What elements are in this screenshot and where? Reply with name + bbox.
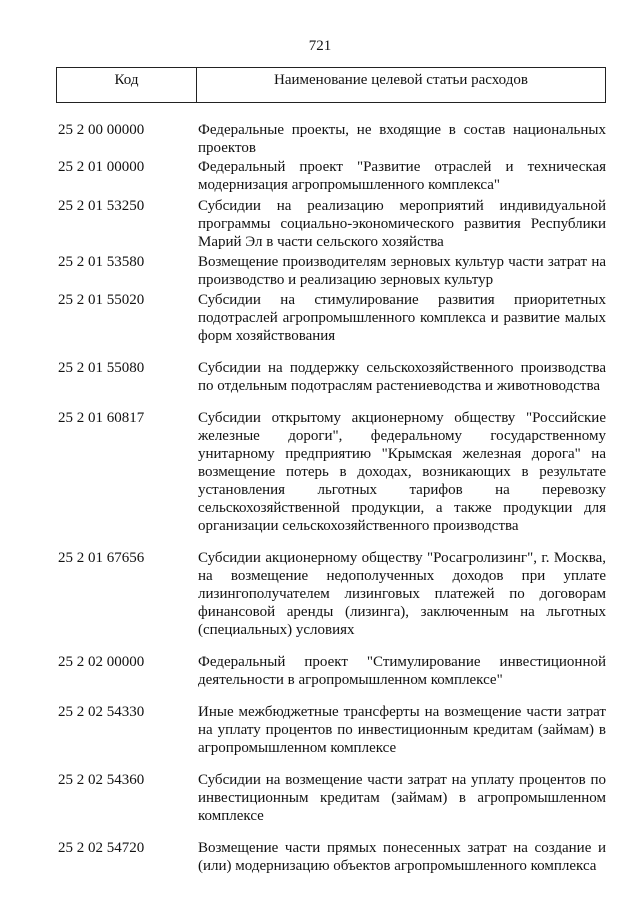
row-code: 25 2 01 55080 <box>58 360 145 376</box>
row-name: Возмещение части прямых понесенных затрат на создание и (или) модернизацию объектов агропромышленного комплекса <box>198 840 606 874</box>
table-row <box>58 653 606 689</box>
row-code: 25 2 00 00000 <box>58 122 145 138</box>
table-row <box>58 121 606 157</box>
code-column-header: Код <box>57 68 197 102</box>
row-name: Федеральный проект "Развитие отраслей и техническая модернизация агропромышленного комплекса" <box>198 159 606 193</box>
row-name: Федеральный проект "Стимулирование инвестиционной деятельности в агропромышленном комплексе" <box>198 654 606 688</box>
table-row <box>58 549 606 639</box>
row-code: 25 2 02 54720 <box>58 840 145 856</box>
row-code: 25 2 02 54330 <box>58 704 145 720</box>
row-code: 25 2 01 55020 <box>58 292 145 308</box>
row-code: 25 2 01 60817 <box>58 410 145 426</box>
table-header <box>56 67 606 103</box>
table-row <box>58 197 606 251</box>
row-code: 25 2 02 54360 <box>58 772 145 788</box>
page-number: 721 <box>308 38 332 54</box>
row-name: Федеральные проекты, не входящие в состав национальных проектов <box>198 122 606 156</box>
table-row <box>58 253 606 289</box>
row-name: Иные межбюджетные трансферты на возмещение части затрат на уплату процентов по инвестиционным кредитам (займам) в агропромышленном комплексе <box>198 704 606 756</box>
row-name: Субсидии на реализацию мероприятий индивидуальной программы социально-экономического развития Республики Марий Эл в части сельского хозяйства <box>198 198 606 250</box>
table-row <box>58 359 606 395</box>
table-row <box>58 771 606 825</box>
row-code: 25 2 01 53250 <box>58 198 145 214</box>
table-row <box>58 291 606 345</box>
table-row <box>58 409 606 535</box>
row-name: Субсидии на возмещение части затрат на уплату процентов по инвестиционным кредитам (займам) в агропромышленном комплексе <box>198 772 606 824</box>
table-row <box>58 839 606 875</box>
row-name: Субсидии акционерному обществу "Росагролизинг", г. Москва, на возмещение недополученных доходов при уплате лизингополучателем лизинговых платежей по договорам финансовой аренды (лизинга), заключенным на льготных (специальных) условиях <box>198 550 606 638</box>
name-column-header: Наименование целевой статьи расходов <box>274 72 528 88</box>
row-name: Субсидии на поддержку сельскохозяйственного производства по отдельным подотраслям растениеводства и животноводства <box>198 360 606 394</box>
table-row <box>58 158 606 194</box>
row-name: Возмещение производителям зерновых культур части затрат на производство и реализацию зерновых культур <box>198 254 606 288</box>
row-name: Субсидии на стимулирование развития приоритетных подотраслей агропромышленного комплекса и развитие малых форм хозяйствования <box>198 292 606 344</box>
row-name: Субсидии открытому акционерному обществу "Российские железные дороги", федеральному государственному унитарному предприятию "Крымская железная дорога" на возмещение потерь в доходах, возникающих в результате установления льготных тарифов на перевозку сельскохозяйственной продукции, а также продукции для организации сельскохозяйственного производства <box>198 410 606 534</box>
row-code: 25 2 02 00000 <box>58 654 145 670</box>
row-code: 25 2 01 53580 <box>58 254 145 270</box>
row-code: 25 2 01 00000 <box>58 159 145 175</box>
budget-items-list <box>58 121 606 875</box>
row-code: 25 2 01 67656 <box>58 550 145 566</box>
table-row <box>58 703 606 757</box>
